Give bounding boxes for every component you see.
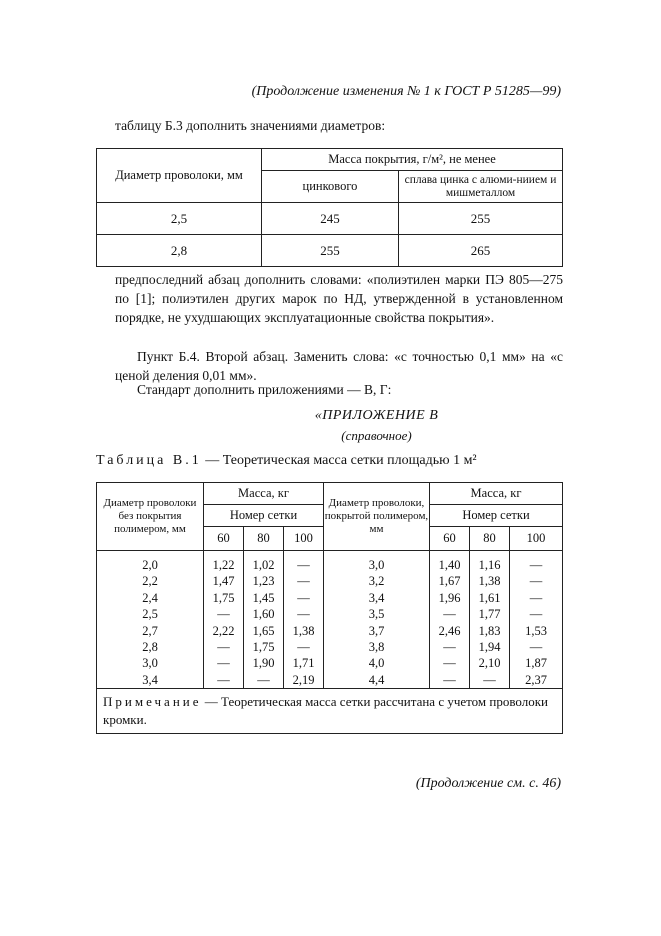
cell: 1,87	[510, 655, 563, 671]
cell: 1,60	[244, 606, 284, 622]
table-caption-text: — Теоретическая масса сетки площадью 1 м²	[201, 453, 477, 468]
table-v1-body	[97, 551, 563, 689]
cell: 1,71	[284, 655, 324, 671]
cell: —	[430, 606, 470, 622]
table-v1	[96, 482, 563, 734]
cell: 1,16	[470, 551, 510, 574]
table-note	[97, 689, 563, 734]
note-text: — Теоретическая масса сетки рассчитана с учетом проволоки кромки.	[103, 694, 548, 728]
col-mass-header: Масса покрытия, г/м², не менее	[262, 149, 563, 171]
cell: 1,96	[430, 590, 470, 606]
appendix-subtitle: (справочное)	[341, 428, 412, 443]
cell: —	[284, 639, 324, 655]
cell: —	[430, 639, 470, 655]
cell: 1,02	[244, 551, 284, 574]
cell: 1,94	[470, 639, 510, 655]
mesh-80-right: 80	[470, 527, 510, 551]
cell: 4,0	[324, 655, 430, 671]
cell: 255	[399, 203, 563, 235]
table-caption-label: Таблица В.1	[96, 453, 202, 468]
cell: 1,38	[284, 623, 324, 639]
table-row	[97, 655, 563, 671]
cell: 265	[399, 235, 563, 267]
cell: 3,2	[324, 573, 430, 589]
page-header: (Продолжение изменения № 1 к ГОСТ Р 51285—99)	[251, 84, 561, 99]
appendix-title: «ПРИЛОЖЕНИЕ В	[314, 408, 439, 423]
cell: 2,2	[97, 573, 204, 589]
paragraph-3: Стандарт дополнить приложениями — В, Г:	[137, 382, 392, 397]
cell: —	[510, 639, 563, 655]
cell: —	[204, 606, 244, 622]
cell: 1,77	[470, 606, 510, 622]
table-row	[97, 235, 563, 267]
cell: —	[244, 672, 284, 689]
cell: —	[204, 655, 244, 671]
cell: 1,75	[204, 590, 244, 606]
cell: 3,4	[97, 672, 204, 689]
table-b3	[96, 148, 563, 267]
cell: —	[284, 573, 324, 589]
cell: 2,4	[97, 590, 204, 606]
cell: 1,90	[244, 655, 284, 671]
cell: 3,0	[97, 655, 204, 671]
paragraph-2: Пункт Б.4. Второй абзац. Заменить слова: «с точностью 0,1 мм» на «с ценой деления 0,01 мм».	[115, 349, 563, 383]
cell: 1,38	[470, 573, 510, 589]
col-diameter-bare-header: Диаметр проволоки без покрытия полимером, мм	[97, 483, 204, 551]
col-diameter-coated-header: Диаметр проволоки, покрытой полимером, мм	[324, 483, 430, 551]
note-label: Примечание	[103, 694, 202, 710]
col-mesh-header-right: Номер сетки	[430, 505, 563, 527]
mesh-80-left: 80	[244, 527, 284, 551]
cell: 2,0	[97, 551, 204, 574]
cell: 1,75	[244, 639, 284, 655]
mesh-60-right: 60	[430, 527, 470, 551]
page-footer: (Продолжение см. с. 46)	[415, 776, 561, 791]
col-mesh-header-left: Номер сетки	[204, 505, 324, 527]
cell: —	[284, 551, 324, 574]
cell: —	[204, 639, 244, 655]
cell: 1,47	[204, 573, 244, 589]
cell: 3,0	[324, 551, 430, 574]
cell: —	[470, 672, 510, 689]
table-row	[97, 606, 563, 622]
cell: 2,46	[430, 623, 470, 639]
mesh-100-left: 100	[284, 527, 324, 551]
cell: —	[284, 606, 324, 622]
table-row	[97, 672, 563, 689]
cell: —	[510, 573, 563, 589]
cell: 2,8	[97, 235, 262, 267]
cell: 1,23	[244, 573, 284, 589]
intro-text: таблицу Б.3 дополнить значениями диаметров:	[115, 118, 386, 133]
col-mass-header-left: Масса, кг	[204, 483, 324, 505]
mesh-60-left: 60	[204, 527, 244, 551]
cell: 3,5	[324, 606, 430, 622]
cell: —	[430, 672, 470, 689]
cell: 4,4	[324, 672, 430, 689]
col-zinc-header: цинкового	[262, 171, 399, 203]
cell: 2,22	[204, 623, 244, 639]
col-mass-header-right: Масса, кг	[430, 483, 563, 505]
cell: 1,22	[204, 551, 244, 574]
cell: —	[284, 590, 324, 606]
cell: 3,8	[324, 639, 430, 655]
table-row	[97, 639, 563, 655]
cell: —	[510, 590, 563, 606]
cell: 2,7	[97, 623, 204, 639]
table-caption	[96, 453, 477, 469]
mesh-100-right: 100	[510, 527, 563, 551]
cell: 1,45	[244, 590, 284, 606]
cell: 1,61	[470, 590, 510, 606]
table-row	[97, 573, 563, 589]
cell: —	[510, 551, 563, 574]
cell: 2,5	[97, 606, 204, 622]
cell: 2,37	[510, 672, 563, 689]
cell: 2,5	[97, 203, 262, 235]
cell: 1,67	[430, 573, 470, 589]
cell: 2,10	[470, 655, 510, 671]
cell: 1,65	[244, 623, 284, 639]
cell: —	[430, 655, 470, 671]
table-row	[97, 590, 563, 606]
table-row	[97, 203, 563, 235]
cell: 255	[262, 235, 399, 267]
cell: 3,7	[324, 623, 430, 639]
cell: 1,40	[430, 551, 470, 574]
table-row	[97, 551, 563, 574]
table-row	[97, 623, 563, 639]
cell: 1,53	[510, 623, 563, 639]
cell: 245	[262, 203, 399, 235]
cell: 3,4	[324, 590, 430, 606]
cell: 1,83	[470, 623, 510, 639]
col-diameter-header: Диаметр проволоки, мм	[97, 149, 262, 203]
cell: —	[510, 606, 563, 622]
cell: 2,19	[284, 672, 324, 689]
paragraph-1: предпоследний абзац дополнить словами: «полиэтилен марки ПЭ 805—275 по [1]; полиэтилен других марок по НД, утвержденной в установленном порядке, не ухудшающих эксплуатационные свойства покрытия».	[115, 272, 563, 325]
cell: 2,8	[97, 639, 204, 655]
col-alloy-header: сплава цинка с алюми-ниием и мишметаллом	[399, 171, 563, 203]
cell: —	[204, 672, 244, 689]
